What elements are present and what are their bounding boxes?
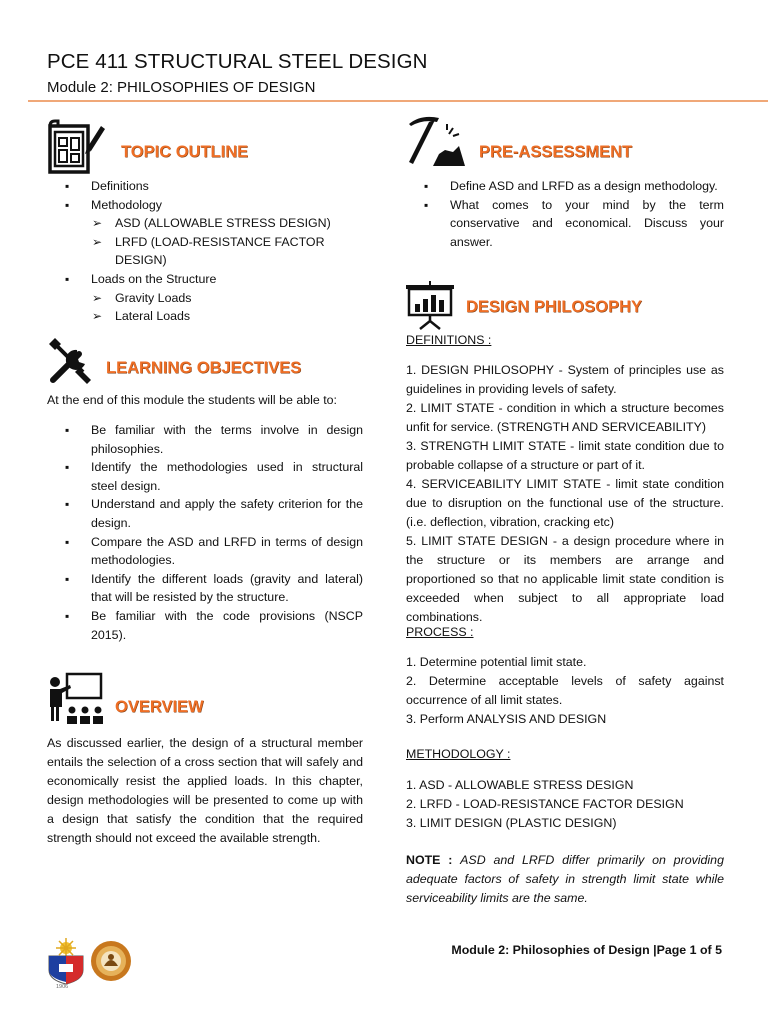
tools-icon bbox=[47, 336, 105, 394]
methodology-heading: METHODOLOGY : bbox=[406, 747, 511, 761]
header-divider bbox=[28, 100, 768, 102]
topic-label: Loads on the Structure bbox=[91, 271, 217, 286]
design-philosophy-title: DESIGN PHILOSOPHY bbox=[466, 298, 643, 316]
topic-item-loads bbox=[47, 270, 363, 289]
objective-text: Identify the different loads (gravity and lateral) that will be resisted by the structure. bbox=[91, 571, 363, 605]
topic-item-definitions bbox=[47, 177, 363, 196]
document-title: PCE 411 STRUCTURAL STEEL DESIGN bbox=[47, 50, 428, 73]
definition-item: 3. STRENGTH LIMIT STATE - limit state condition due to probable collapse of a structure or part of it. bbox=[406, 439, 724, 472]
topic-subitem-asd bbox=[47, 214, 363, 233]
note-label: NOTE : bbox=[406, 853, 453, 867]
footer-page-info: Module 2: Philosophies of Design |Page 1 of 5 bbox=[451, 943, 722, 957]
process-heading: PROCESS : bbox=[406, 625, 474, 639]
learning-objectives-title: LEARNING OBJECTIVES bbox=[106, 359, 302, 377]
definitions-list bbox=[406, 361, 724, 627]
definition-item: 2. LIMIT STATE - condition in which a structure becomes unfit for service. (STRENGTH AND SERVICEABILITY) bbox=[406, 401, 724, 434]
topic-subitem-gravity bbox=[47, 289, 363, 308]
list-item bbox=[47, 458, 363, 495]
topic-label: Definitions bbox=[91, 179, 149, 193]
process-list bbox=[406, 653, 724, 729]
classroom-icon bbox=[47, 672, 105, 730]
note-text: ASD and LRFD differ primarily on providing adequate factors of safety in strength limit state while serviceability limits are the same. bbox=[406, 853, 724, 905]
seal-year: 1906 bbox=[56, 984, 69, 990]
list-item bbox=[47, 495, 363, 532]
topic-outline-list bbox=[47, 177, 363, 326]
objective-text: Be familiar with the terms involve in design philosophies. bbox=[91, 423, 363, 456]
list-item bbox=[47, 570, 363, 607]
philippine-seal-logo bbox=[45, 938, 87, 988]
definitions-heading: DEFINITIONS : bbox=[406, 333, 492, 347]
module-prefix: Module 2: bbox=[47, 79, 118, 96]
overview-text: As discussed earlier, the design of a structural member entails the selection of a cross section that will safely and economically resist the applied loads. In this chapter, design methodologies will be presented to come up with a design that satisfy the condition that the required strength should not exceed the available strength. bbox=[47, 736, 363, 845]
assessment-text: Define ASD and LRFD as a design methodology. bbox=[450, 179, 718, 193]
objective-text: Identify the methodologies used in structural steel design. bbox=[91, 460, 363, 493]
topic-subitem-lrfd bbox=[47, 233, 363, 270]
objective-text: Understand and apply the safety criterion for the design. bbox=[91, 497, 363, 530]
topic-sublabel: Lateral Loads bbox=[115, 309, 191, 324]
learning-objectives-list bbox=[47, 421, 363, 644]
process-item: 2. Determine acceptable levels of safety against occurrence of all limit states. bbox=[406, 674, 724, 707]
definition-item: 4. SERVICEABILITY LIMIT STATE - limit state condition due to disruption on the functional use of the structure. (i.e. deflection, vibration, cracking etc) bbox=[406, 477, 724, 529]
assessment-text: What comes to your mind by the term conservative and economical. Discuss your answer. bbox=[450, 197, 724, 249]
definition-item: 1. DESIGN PHILOSOPHY - System of principles use as guidelines in providing levels of safety. bbox=[406, 363, 724, 396]
methodology-item: 3. LIMIT DESIGN (PLASTIC DESIGN) bbox=[406, 816, 617, 830]
learning-objectives-intro: At the end of this module the students will be able to: bbox=[47, 393, 337, 407]
university-seal-logo bbox=[90, 940, 132, 982]
pre-assessment-title: PRE-ASSESSMENT bbox=[479, 143, 633, 161]
list-item bbox=[406, 177, 724, 196]
topic-outline-title: TOPIC OUTLINE bbox=[121, 143, 249, 161]
objective-text: Be familiar with the code provisions (NSCP 2015). bbox=[91, 608, 363, 642]
module-name: PHILOSOPHIES OF DESIGN bbox=[117, 79, 316, 96]
topic-item-methodology bbox=[47, 196, 363, 215]
topic-sublabel: ASD (ALLOWABLE STRESS DESIGN) bbox=[115, 216, 331, 231]
overview-title: OVERVIEW bbox=[115, 698, 204, 716]
blueprint-icon bbox=[47, 118, 105, 176]
list-item bbox=[406, 196, 724, 252]
objective-text: Compare the ASD and LRFD in terms of design methodologies. bbox=[91, 534, 363, 568]
list-item bbox=[47, 607, 363, 644]
list-item bbox=[47, 533, 363, 570]
topic-subitem-lateral bbox=[47, 307, 363, 326]
topic-label: Methodology bbox=[91, 197, 162, 212]
process-item: 3. Perform ANALYSIS AND DESIGN bbox=[406, 712, 607, 726]
topic-sublabel: LRFD (LOAD-RESISTANCE FACTOR DESIGN) bbox=[115, 234, 325, 268]
pre-assessment-list bbox=[406, 177, 724, 251]
methodology-list bbox=[406, 776, 724, 833]
process-item: 1. Determine potential limit state. bbox=[406, 655, 587, 669]
presentation-board-icon bbox=[405, 280, 463, 338]
methodology-item: 1. ASD - ALLOWABLE STRESS DESIGN bbox=[406, 778, 634, 792]
list-item bbox=[47, 421, 363, 458]
module-subtitle bbox=[47, 79, 315, 96]
definition-item: 5. LIMIT STATE DESIGN - a design procedure where in the structure or its members are arrange and proportioned so that no applicable limit state condition is exceeded when subject to all appropriate load combinations. bbox=[406, 534, 724, 624]
methodology-item: 2. LRFD - LOAD-RESISTANCE FACTOR DESIGN bbox=[406, 797, 684, 811]
pickaxe-icon bbox=[407, 114, 465, 172]
note-paragraph bbox=[406, 851, 724, 908]
topic-sublabel: Gravity Loads bbox=[115, 290, 192, 305]
